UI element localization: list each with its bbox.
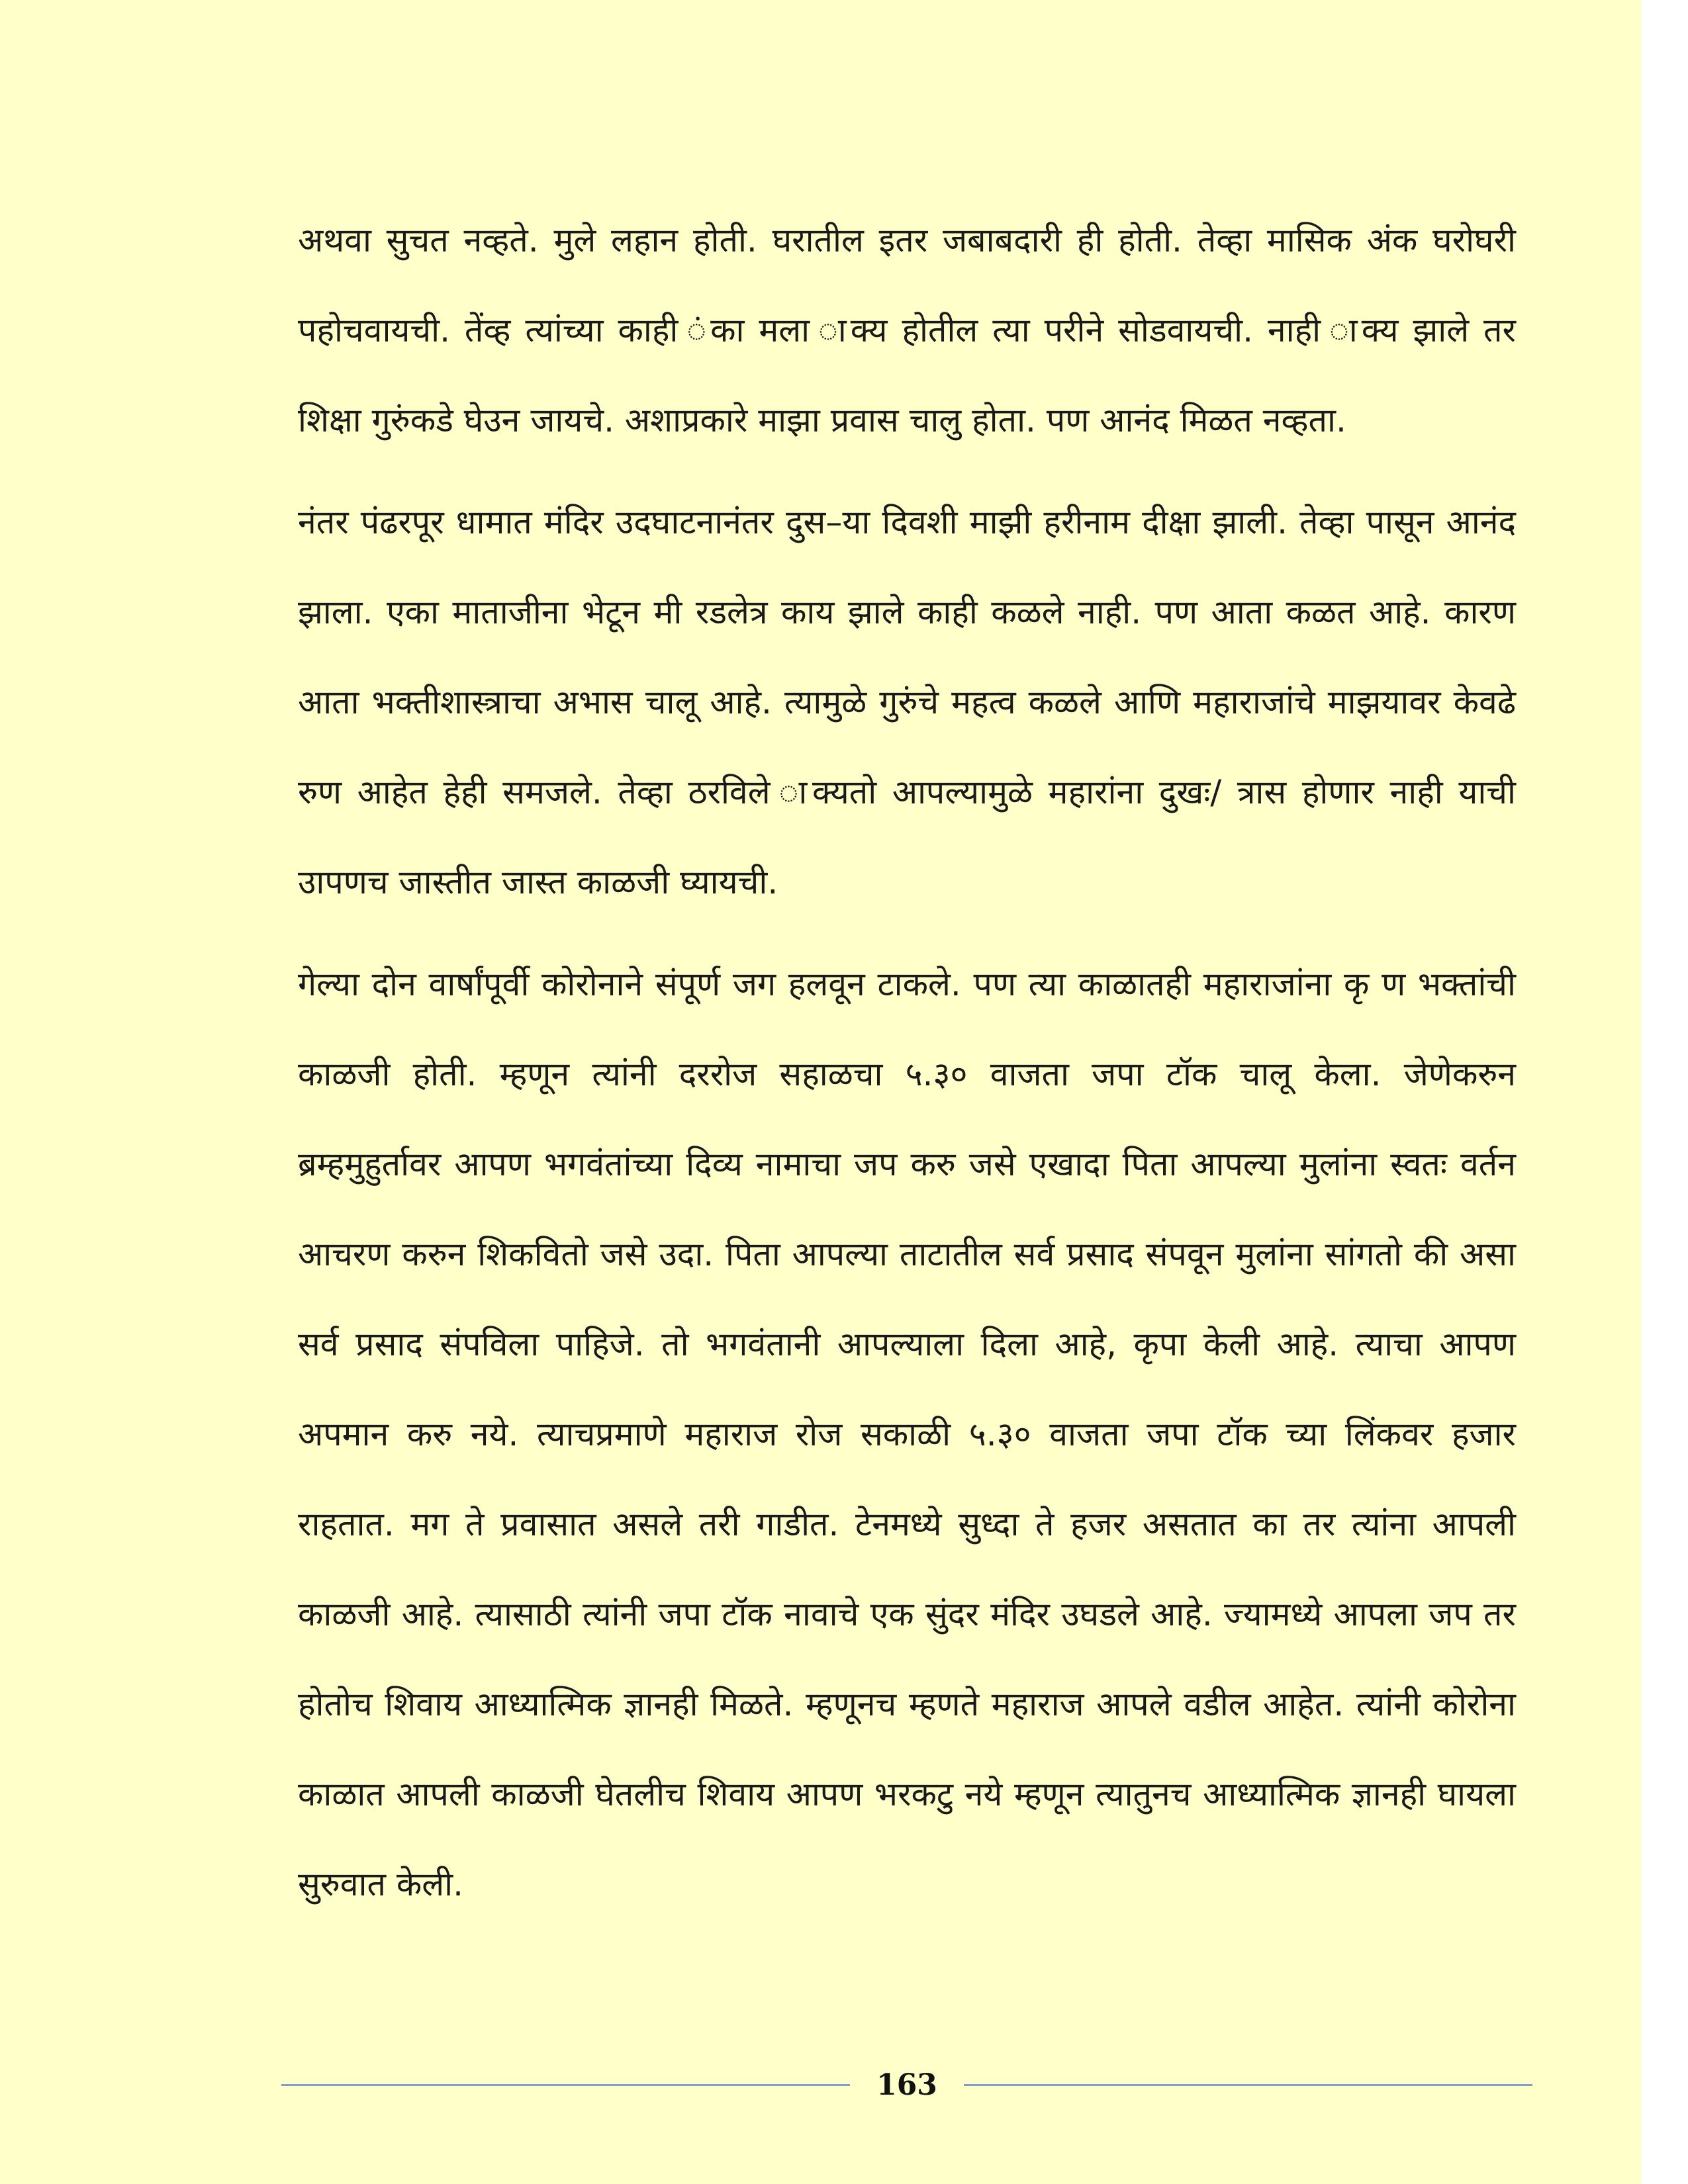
paragraph-3: गेल्या दोन वार्षांपूर्वी कोरोनाने संपूर्ण जग हलवून टाकले. पण त्या काळातही महाराजांना कृ ण भक्तांची काळजी होती. म्हणून त्यांनी दररोज सहाळचा ५.३० वाजता जपा टॉक चालू केला. जेणेकरुन ब्रम्हमुहुर्तावर आपण भगवंतांच्या दिव्य नामाचा जप करु जसे एखादा पिता आपल्या मुलांना स्वतः वर्तन आचरण करुन शिकवितो जसे उदा. पिता आपल्या ताटातील सर्व प्रसाद संपवून मुलांना सांगतो की असा सर्व प्रसाद संपविला पाहिजे. तो भगवंतानी आपल्याला दिला आहे, कृपा केली आहे. त्याचा आपण अपमान करु नये. त्याचप्रमाणे महाराज रोज सकाळी ५.३० वाजता जपा टॉक च्या लिंकवर हजार राहतात. मग ते प्रवासात असले तरी गाडीत. टेनमध्ये सुध्दा ते हजर असतात का तर त्यांना आपली काळजी आहे. त्यासाठी त्यांनी जपा टॉक नावाचे एक सुंदर मंदिर उघडले आहे. ज्यामध्ये आपला जप तर होतोच शिवाय आध्यात्मिक ज्ञानही मिळते. म्हणूनच म्हणते महाराज आपले वडील आहेत. त्यांनी कोरोना काळात आपली काळजी घेतलीच शिवाय आपण भरकटु नये म्हणून त्यातुनच आध्यात्मिक ज्ञानही घायला सुरुवात केली. xyxy=(298,965,1516,1903)
footer-rule-right xyxy=(964,2084,1532,2086)
paragraph-1: अथवा सुचत नव्हते. मुले लहान होती. घरातील इतर जबाबदारी ही होती. तेव्हा मासिक अंक घरोघरी पहोचवायची. तेंव्ह त्यांच्या काही ंका मला ाक्य होतील त्या परीने सोडवायची. नाही ाक्य झाले तर शिक्षा गुरुंकडे घेउन जायचे. अशाप्रकारे माझा प्रवास चालु होता. पण आनंद मिळत नव्हता. xyxy=(298,221,1516,439)
paragraph-2: नंतर पंढरपूर धामात मंदिर उदघाटनानंतर दुस–या दिवशी माझी हरीनाम दीक्षा झाली. तेव्हा पासून आनंद झाला. एका माताजीना भेटून मी रडलेत्र काय झाले काही कळले नाही. पण आता कळत आहे. कारण आता भक्तीशास्त्राचा अभास चालू आहे. त्यामुळे गुरुंचे महत्व कळले आणि महाराजांचे माझयावर केवढे रुण आहेत हेही समजले. तेव्हा ठरविले ाक्यतो आपल्यामुळे महारांना दुखः/ त्रास होणार नाही याची उापणच जास्तीत जास्त काळजी घ्यायची. xyxy=(298,503,1516,901)
page-number: 163 xyxy=(876,2068,937,2102)
footer-rule-left xyxy=(281,2084,850,2086)
page-footer xyxy=(281,2058,1532,2111)
body-text xyxy=(298,195,1516,1941)
